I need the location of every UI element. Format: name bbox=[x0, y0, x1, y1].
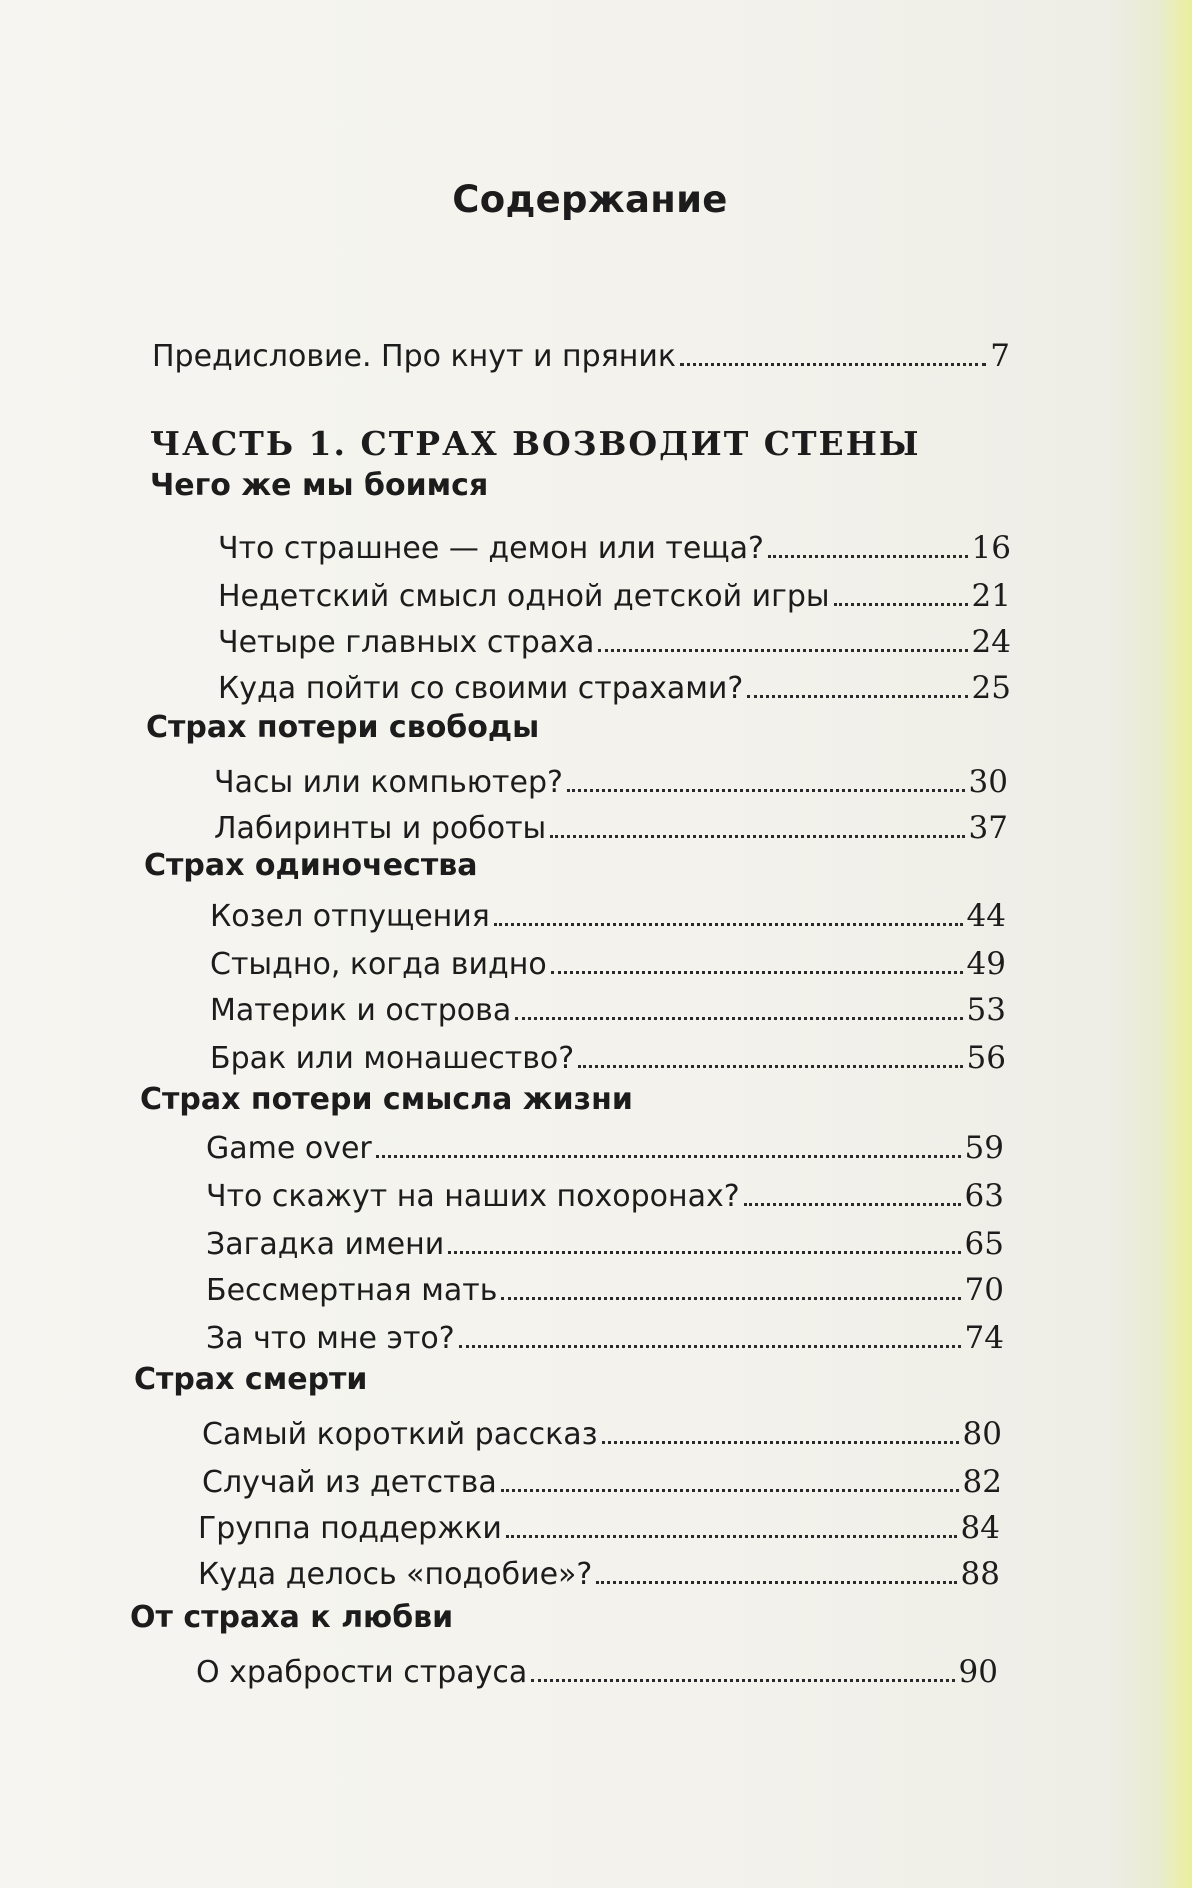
toc-entry-page: 90 bbox=[958, 1654, 998, 1690]
toc-entry-label: Самый короткий рассказ bbox=[202, 1417, 598, 1452]
leader-dots bbox=[515, 1017, 962, 1020]
toc-entry-page: 84 bbox=[960, 1510, 1000, 1546]
toc-entry-label: Случай из детства bbox=[202, 1465, 497, 1500]
toc-entry bbox=[206, 1226, 1004, 1263]
toc-entry-label: Стыдно, когда видно bbox=[210, 947, 547, 982]
leader-dots bbox=[680, 363, 986, 366]
toc-entry bbox=[218, 624, 1011, 661]
toc-entry bbox=[210, 898, 1006, 935]
toc-entry bbox=[196, 1654, 998, 1691]
toc-entry-page: 56 bbox=[966, 1040, 1006, 1076]
toc-entry-page: 59 bbox=[964, 1130, 1004, 1166]
toc-entry-page: 88 bbox=[960, 1556, 1000, 1592]
toc-entry bbox=[210, 1040, 1006, 1077]
toc-entry-label: Game over bbox=[206, 1131, 372, 1166]
toc-entry-preface bbox=[152, 338, 1010, 375]
toc-entry-label: Брак или монашество? bbox=[210, 1041, 575, 1076]
toc-entry-page: 7 bbox=[990, 338, 1010, 374]
toc-entry-page: 63 bbox=[964, 1178, 1004, 1214]
toc-entry-label: Куда пойти со своими страхами? bbox=[218, 671, 744, 706]
toc-entry-page: 49 bbox=[966, 946, 1006, 982]
toc-entry-label: Материк и острова bbox=[210, 993, 512, 1028]
section-heading: Страх одиночества bbox=[144, 848, 478, 883]
leader-dots bbox=[768, 555, 968, 558]
toc-entry bbox=[206, 1272, 1004, 1309]
toc-entry-label: Бессмертная мать bbox=[206, 1273, 498, 1308]
toc-entry bbox=[210, 992, 1006, 1029]
toc-entry-page: 37 bbox=[968, 810, 1008, 846]
leader-dots bbox=[578, 1065, 962, 1068]
leader-dots bbox=[834, 603, 968, 606]
toc-entry-label: Часы или компьютер? bbox=[214, 765, 563, 800]
toc-entry bbox=[198, 1510, 1000, 1547]
leader-dots bbox=[550, 835, 964, 838]
toc-entry bbox=[206, 1320, 1004, 1357]
toc-entry bbox=[214, 810, 1008, 847]
leader-dots bbox=[448, 1251, 960, 1254]
leader-dots bbox=[602, 1441, 959, 1444]
toc-entry bbox=[218, 670, 1011, 707]
section-heading: От страха к любви bbox=[130, 1600, 454, 1635]
toc-entry-page: 74 bbox=[964, 1320, 1004, 1356]
leader-dots bbox=[744, 1203, 961, 1206]
toc-entry-label: Лабиринты и роботы bbox=[214, 811, 547, 846]
leader-dots bbox=[376, 1155, 961, 1158]
toc-entry bbox=[210, 946, 1006, 983]
leader-dots bbox=[596, 1581, 956, 1584]
part-heading: ЧАСТЬ 1. СТРАХ ВОЗВОДИТ СТЕНЫ bbox=[150, 424, 921, 463]
section-heading: Страх смерти bbox=[134, 1362, 368, 1397]
toc-entry bbox=[218, 578, 1011, 615]
toc-entry-page: 16 bbox=[971, 530, 1011, 566]
toc-entry-page: 25 bbox=[971, 670, 1011, 706]
toc-entry bbox=[214, 764, 1008, 801]
toc-entry-label: Недетский смысл одной детской игры bbox=[218, 579, 830, 614]
leader-dots bbox=[598, 649, 967, 652]
page-title: Содержание bbox=[452, 178, 728, 221]
toc-entry-label: Что страшнее — демон или теща? bbox=[218, 531, 764, 566]
toc-entry-label: Группа поддержки bbox=[198, 1511, 502, 1546]
toc-entry bbox=[202, 1416, 1002, 1453]
toc-entry bbox=[202, 1464, 1002, 1501]
leader-dots bbox=[501, 1297, 960, 1300]
leader-dots bbox=[506, 1535, 957, 1538]
toc-entry-label: Козел отпущения bbox=[210, 899, 490, 934]
leader-dots bbox=[747, 695, 967, 698]
leader-dots bbox=[501, 1489, 959, 1492]
leader-dots bbox=[459, 1345, 961, 1348]
toc-entry-label: Четыре главных страха bbox=[218, 625, 595, 660]
toc-entry-label: Что скажут на наших похоронах? bbox=[206, 1179, 740, 1214]
toc-entry-page: 30 bbox=[968, 764, 1008, 800]
leader-dots bbox=[567, 789, 965, 792]
toc-entry bbox=[218, 530, 1011, 567]
toc-entry bbox=[206, 1130, 1004, 1167]
section-heading: Страх потери свободы bbox=[146, 710, 540, 745]
leader-dots bbox=[551, 971, 963, 974]
section-heading: Чего же мы боимся bbox=[150, 468, 489, 503]
toc-entry-label: Предисловие. Про кнут и пряник bbox=[152, 339, 676, 374]
leader-dots bbox=[531, 1679, 954, 1682]
toc-entry-label: За что мне это? bbox=[206, 1321, 455, 1356]
toc-entry bbox=[206, 1178, 1004, 1215]
leader-dots bbox=[494, 923, 963, 926]
toc-entry-page: 65 bbox=[964, 1226, 1004, 1262]
toc-entry-page: 70 bbox=[964, 1272, 1004, 1308]
toc-entry-label: О храбрости страуса bbox=[196, 1655, 528, 1690]
toc-entry-page: 24 bbox=[971, 624, 1011, 660]
toc-entry-page: 82 bbox=[962, 1464, 1002, 1500]
toc-entry-page: 53 bbox=[966, 992, 1006, 1028]
toc-entry-label: Загадка имени bbox=[206, 1227, 445, 1262]
toc-entry bbox=[198, 1556, 1000, 1593]
toc-entry-page: 21 bbox=[971, 578, 1011, 614]
toc-entry-label: Куда делось «подобие»? bbox=[198, 1557, 593, 1592]
toc-entry-page: 44 bbox=[966, 898, 1006, 934]
toc-entry-page: 80 bbox=[962, 1416, 1002, 1452]
section-heading: Страх потери смысла жизни bbox=[140, 1082, 633, 1117]
